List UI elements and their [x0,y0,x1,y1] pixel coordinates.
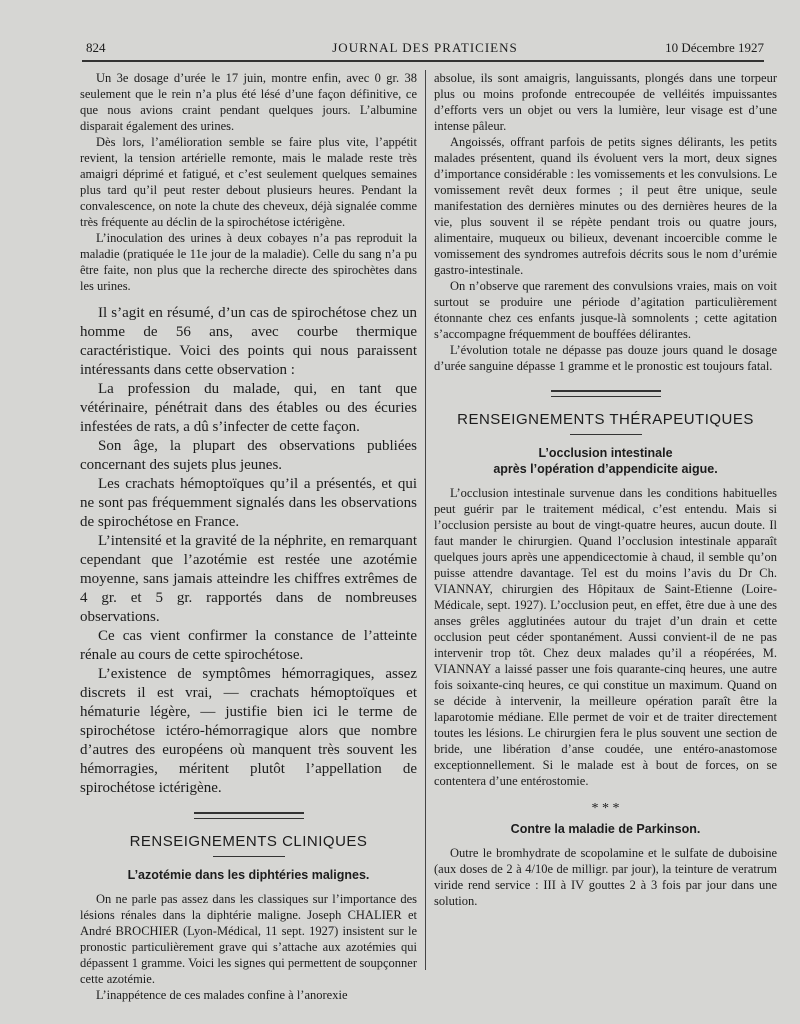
issue-date: 10 Décembre 1927 [665,40,764,55]
running-header [86,40,764,60]
paragraph: La profession du malade, qui, en tant que vétérinaire, pénétrait dans des étables ou des écuries infestées de rats, a dû s’infecter de cette façon. [80,381,417,435]
paragraph: On ne parle pas assez dans les classiques sur l’importance des lésions rénales dans la diphtérie maligne. Joseph CHALIER et André BROCHIER (Lyon-Médical, 11 sept. 1927) insistent sur le pronostic particulièrement grave qui s’attache aux azotémies qui dépassent 1 gramme. Voici les signes qui permettent de soupçonner cette azotémie. [80,892,417,986]
paragraph: absolue, ils sont amaigris, languissants, plongés dans une torpeur plus ou moins profonde entrecoupée de velléités impuissantes d’efforts vers un objet ou vers la lumière, leur visage est d’une intense pâleur. [434,71,777,133]
left-column [80,70,417,1003]
title-underline [570,434,642,435]
paragraph: L’inoculation des urines à deux cobayes n’a pas reproduit la maladie (pratiquée le 11e jour de la maladie). Celle du sang n’a pu être faite, non plus que la recherche directe des spirochètes dans les urines. [80,231,417,293]
paragraph: Un 3e dosage d’urée le 17 juin, montre enfin, avec 0 gr. 38 seulement que le rein n’a plus été lésé d’une façon définitive, ce que nous avions craint pendant quelques jours. L’albumine disparait également des urines. [80,71,417,133]
paragraph: L’évolution totale ne dépasse pas douze jours quand le dosage d’urée sanguine dépasse 1 gramme et le pronostic est toujours fatal. [434,343,777,373]
paragraph: Son âge, la plupart des observations publiées concernant des sujets plus jeunes. [80,438,417,473]
section-separator [551,390,661,397]
paragraph: Angoissés, offrant parfois de petits signes délirants, les petits malades présentent, quand ils évoluent vers la mort, deux signes d’importance considérable : les vomissements et les convulsions. Le vomissement revêt deux formes ; il peut être unique, seule manifestation des dernières minutes ou des dernières heures de la vie, plus souvent il se répète pendant trois ou quatre jours, alimentaire, muqueux ou bilieux, devenant incoercible comme le vomissement des syndromes autrefois décrits sous le nom d’urémie gastro-intestinale. [434,135,777,277]
paragraph: L’existence de symptômes hémorragiques, assez discrets il est vrai, — crachats hémoptoïques et hématurie légère, — justifie bien ici le terme de spirochétose ictéro-hémorragique alors que nombre d’autres des européens où manquent très souvent les hémorragies, méritent plutôt l’appellation de spirochétose ictérigène. [80,666,417,796]
paragraph: Dès lors, l’amélioration semble se faire plus vite, l’appétit revient, la tension artérielle remonte, mais le malade reste très amaigri déprimé et fatigué, et c’est seulement quelques semaines plus tard qu’il peut rester debout plusieurs heures. Pendant la convalescence, on note la chute des cheveux, déjà signalée comme très fréquente au déclin de la spirochétose ictérigène. [80,135,417,229]
paragraph: L’inappétence de ces malades confine à l’anorexie [96,988,348,1002]
article-title-line2: après l’opération d’appendicite aigue. [493,462,718,476]
column-divider [425,70,426,970]
title-underline [213,856,285,857]
article-title: Contre la maladie de Parkinson. [510,822,701,836]
asterism: * * * [591,801,620,816]
header-rule [82,60,764,62]
paragraph: Il s’agit en résumé, d’un cas de spirochétose chez un homme de 56 ans, avec courbe thermique caractéristique. Voici des points qui nous paraissent intéressants dans cette observation : [80,305,417,378]
right-column [434,70,777,909]
article-title: L’azotémie dans les diphtéries malignes. [127,868,370,882]
page-number: 824 [86,40,106,55]
paragraph: Les crachats hémoptoïques qu’il a présentés, et qui ne sont pas fréquemment signalés dans les observations de spirochétose en France. [80,476,417,530]
section-title: RENSEIGNEMENTS CLINIQUES [129,833,368,850]
journal-title: JOURNAL DES PRATICIENS [332,40,518,55]
article-title-line1: L’occlusion intestinale [538,446,673,460]
paragraph: On n’observe que rarement des convulsions vraies, mais on voit surtout se produire une période d’agitation particulièrement étonnante chez ces enfants jusque-là somnolents ; cette agitation s’accompagne fréquemment de bouffées délirantes. [434,279,777,341]
paragraph: Outre le bromhydrate de scopolamine et le sulfate de duboisine (aux doses de 2 à 4/10e de milligr. par jour), la teinture de veratrum viride rend service : III à IV gouttes 2 à 3 fois par jour dans une solution. [434,846,777,908]
paragraph: L’occlusion intestinale survenue dans les conditions habituelles peut guérir par le traitement médical, c’est entendu. Mais si l’occlusion persiste au bout de vingt-quatre heures, aucun doute. Il faut mander le chirurgien. Quand l’occlusion intestinale apparaît quelques jours après une appendicectomie à chaud, il semble qu’on puisse attendre davantage. Tel est du moins l’avis du Dr Ch. VIANNAY, chirurgien des Hôpitaux de Saint-Etienne (Loire-Médicale, sept. 1927). L’occlusion peut, en effet, être due à une des anses grêles agglutinées autour du trajet d’un drain et cette occlusion peut céder spontanément. Aussi convient-il de ne pas intervenir trop tôt. Chez deux malades qu’il a réopérées, M. VIANNAY a laissé passer une fois quarante-cinq heures, une autre fois soixante-cinq heures, ce qui constitue un maximum. Quand on se décide à intervenir, la meilleure opération paraît être la laparotomie médiane. Elle permet de voir et de traiter directement toutes les lésions. Le chirurgien fera le plus souvent une section de bride, une libération d’anse coudée, une entéro-anastomose exceptionnellement. Si le malade est à bout de forces, on se contentera d’une entérostomie. [434,486,777,788]
paragraph: Ce cas vient confirmer la constance de l’atteinte rénale au cours de cette spirochétose. [80,628,417,663]
section-title: RENSEIGNEMENTS THÉRAPEUTIQUES [457,411,754,428]
paragraph: L’intensité et la gravité de la néphrite, en remarquant cependant que l’azotémie est restée une azotémie moyenne, sans jamais atteindre les chiffres extrêmes de 4 gr. et 5 gr. rapportés dans de nombreuses observations. [80,533,417,625]
section-separator [194,812,304,819]
